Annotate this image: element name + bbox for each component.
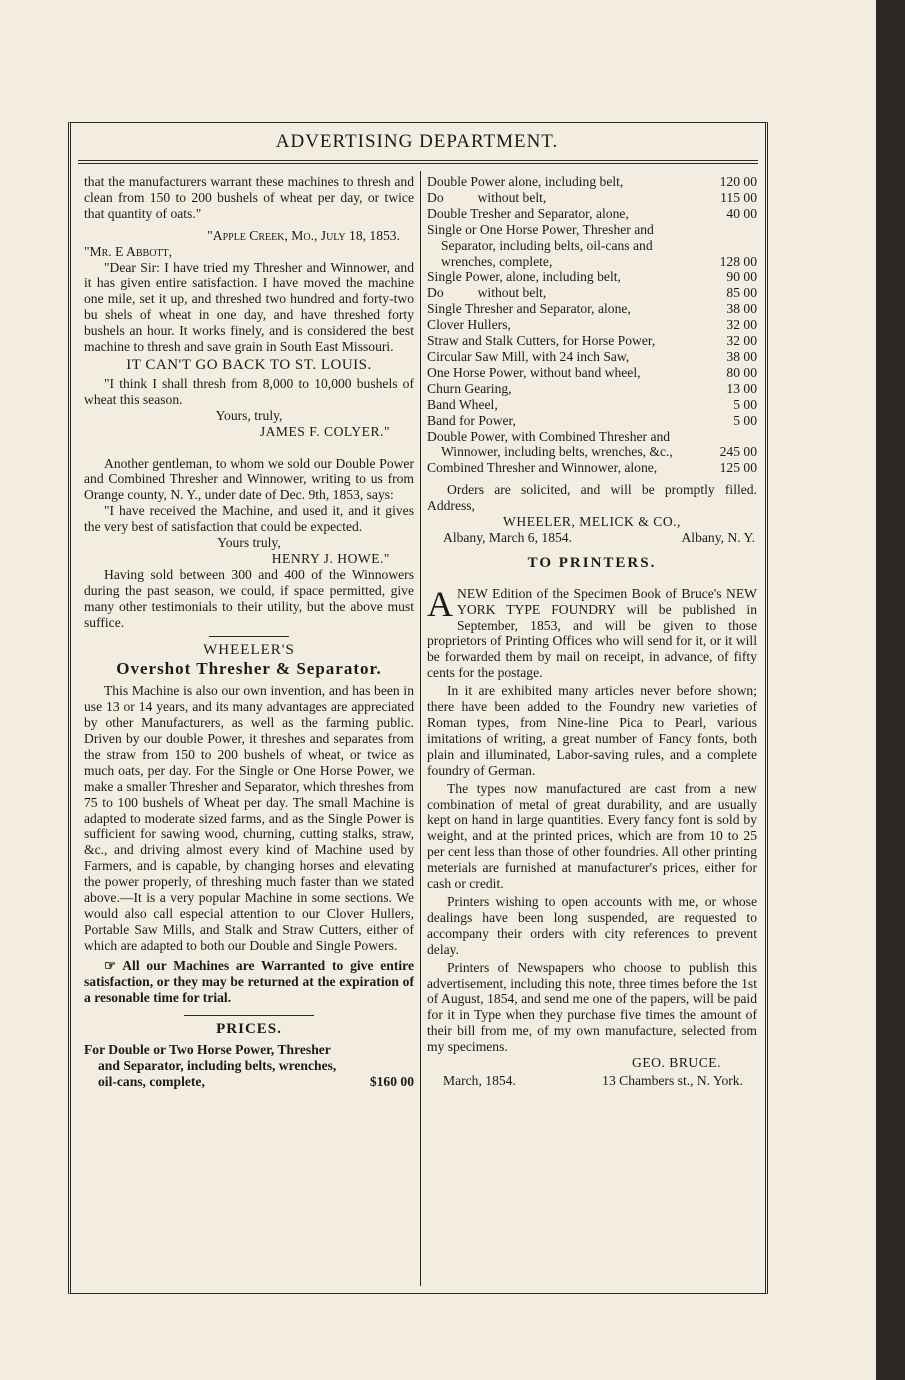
printers-p3: The types now manufactured are cast from a new combination of metal of great durability, and are usually kept on hand in large quantities. Every fancy font is sold by weight, and at the printed prices, which are from 10 to 25 per cent less than those of other foundries. All other printing meterials are furnished at manufacturer's prices, either for cash or credit. [427,780,757,892]
left-column [84,174,414,1090]
price-row [427,429,757,461]
price-label: Single Power, alone, including belt, [427,269,621,285]
price-label: One Horse Power, without band wheel, [427,364,641,380]
firm-name: WHEELER, MELICK & CO., [503,514,681,530]
price-amount: 120 00 [719,174,757,189]
section-title: WHEELER'S [203,642,295,659]
price-label: For Double or Two Horse Power, Thresher and Separator, including belts, wrenches, oil-cans, complete, [84,1042,337,1090]
letter1-signature: JAMES F. COLYER." [259,423,390,439]
price-label: Combined Thresher and Winnower, alone, [427,460,658,476]
printers-signature: GEO. BRUCE. [632,1055,721,1071]
price-row [427,381,757,397]
letter1-caps-line: IT CAN'T GO BACK TO ST. LOUIS. [126,356,372,373]
price-label: Do without belt, [427,189,547,205]
price-row [427,413,757,429]
price-amount: 13 00 [726,380,757,396]
price-amount: 5 00 [733,396,757,412]
price-label: Double Power, with Combined Thresher and Winnower, including belts, wrenches, &c., [427,428,674,460]
price-amount: 125 00 [719,460,757,476]
printers-address: 13 Chambers st., N. York. [602,1072,743,1088]
letter2-body: Another gentleman, to whom we sold our Double Power and Combined Thresher and Winnower, writing to us from Orange county, N. Y., under date of Dec. 9th, 1853, says: [84,455,414,503]
drop-cap: A [427,583,453,624]
price-amount: 245 00 [719,444,757,460]
page-header: ADVERTISING DEPARTMENT. [275,131,559,152]
section-body: This Machine is also our own invention, and has been in use 13 or 14 years, and its many advantages are appreciated by other Manufacturers, as well as the farming public. Driven by our double Power, it threshes and separates from the straw from 150 to 200 bushels of wheat, or twice as much oats, per day. For the Single or One Horse Power, we make a smaller Thresher and Separator, which threshes from 75 to 100 bushels of Wheat per day. The small Machine is adapted to moderate sized farms, and as the Single Power is sufficient for sawing wood, churning, cutting stalks, straw, &c., and driving almost every kind of Machine used by Farmers, and is capable, by changing horses and elevating the power properly, of threshing much faster than we stated above.—It is a very popular Machine in some sections. We would also call especial attention to our Clover Hullers, Portable Saw Mills, and Stalk and Straw Cutters, either of which are adapted to both our Double and Single Powers. [84,683,414,953]
header-rule-double [78,163,758,164]
price-label: Double Power alone, including belt, [427,174,624,189]
printers-p4: Printers wishing to open accounts with me, or whose dealings have been long suspended, are requested to accompany their orders with city references to prevent delay. [427,893,757,957]
printers-title: TO PRINTERS. [527,554,657,571]
letter1-closing: Yours, truly, [215,407,283,423]
intro-text: that the manufacturers warrant these machines to thresh and clean from 150 to 200 bushels of wheat per day, or twice that quantity of oats." [84,174,414,221]
section-divider [209,636,289,637]
letter2-closing: Yours truly, [217,535,281,551]
letter1-dateline: "Apple Creek, Mo., July 18, 1853. [207,227,400,243]
letter1-body2: "I think I shall thresh from 8,000 to 10,000 bushels of wheat this season. [84,375,414,407]
price-row [427,269,757,285]
price-amount: 85 00 [726,285,757,301]
price-amount: 5 00 [733,412,757,428]
letter2-signature: HENRY J. HOWE." [271,550,390,566]
price-row [427,190,757,206]
price-amount: 90 00 [726,269,757,285]
letter2-quote: "I have received the Machine, and used it, and it gives the very best of satisfaction that could be expected. [84,503,414,535]
price-amount: 32 00 [726,333,757,349]
header-rule [78,160,758,161]
price-row [427,301,757,317]
prices-divider [184,1015,314,1016]
price-amount: 40 00 [726,205,757,221]
price-row [427,333,757,349]
printers-p2: In it are exhibited many articles never before shown; there have been added to the Foundry new varieties of Roman types, from Nine-line Pica to Pearl, various imitations of writing, a great number of Fancy fonts, both plain and illuminated, Labor-saving rules, and a complete foundry of German. [427,683,757,778]
price-list [427,174,757,476]
printers-p1: NEW Edition of the Specimen Book of Bruce's NEW YORK TYPE FOUNDRY will be published in September, 1853, and will be given to those proprietors of Printing Offices who will send for it, or it will be forwarded them by mail on receipt, in advance, of fifty cents for the postage. [427,585,757,681]
price-row [427,206,757,222]
price-amount: 128 00 [719,253,757,269]
price-amount: 32 00 [726,317,757,333]
price-row [427,397,757,413]
section-subtitle: Overshot Thresher & Separator. [116,659,382,679]
letter1-body: "Dear Sir: I have tried my Thresher and Winnower, and it has given entire satisfaction. I have moved the machine one mile, set it up, and threshed two hundred and forty-two bu shels of wheat in one day, and have threshed forty bushels an hour. It works finely, and is considered the best machine to thresh and save grain in South East Missouri. [84,259,414,355]
price-row [427,460,757,476]
printers-p5: Printers of Newspapers who choose to publish this advertisement, including this note, three times before the 1st of August, 1854, and send me one of the papers, will be paid for it in Type when they purchase five times the amount of their bill from me, of my own manufacture, selected from my specimens. [427,959,757,1055]
price-row [427,285,757,301]
price-amount: 38 00 [726,301,757,317]
price-row [427,317,757,333]
prices-title: PRICES. [216,1021,282,1038]
price-amount: $160 00 [369,1074,414,1090]
price-amount: 80 00 [726,364,757,380]
price-label: Double Tresher and Separator, alone, [427,205,629,221]
price-label: Circular Saw Mill, with 24 inch Saw, [427,348,630,364]
testimonials-summary: Having sold between 300 and 400 of the Winnowers during the past season, we could, if space permitted, give many other testimonials to their utility, but the above must suffice. [84,566,414,630]
page-edge-shadow [876,0,905,1380]
firm-place: Albany, N. Y. [681,529,755,545]
price-row [427,365,757,381]
price-row [427,174,757,190]
price-label: Churn Gearing, [427,380,512,396]
price-amount: 115 00 [720,189,757,205]
price-amount: 38 00 [726,348,757,364]
letter1-salutation: "Mr. E Abbott, [84,243,173,259]
orders-text: Orders are solicited, and will be promptly filled. Address, [427,482,757,514]
warranty-text: All our Machines are Warranted to give entire satisfaction, or they may be returned at the expiration of a resonable time for trial. [84,957,414,1005]
price-label: Clover Hullers, [427,317,511,333]
column-divider [420,171,421,1286]
price-label: Single or One Horse Power, Thresher and Separator, including belts, oil-cans and wrenches, complete, [427,221,658,269]
price-row [427,349,757,365]
right-column [427,174,757,1089]
firm-date: Albany, March 6, 1854. [443,529,572,545]
price-label: Band for Power, [427,412,516,428]
price-row [427,222,757,270]
price-label: Single Thresher and Separator, alone, [427,301,631,317]
pointing-hand-icon: ☞ [104,957,117,973]
price-label: Band Wheel, [427,396,498,412]
price-row-first [84,1042,414,1090]
price-label: Straw and Stalk Cutters, for Horse Power, [427,333,656,349]
price-label: Do without belt, [427,285,547,301]
printers-date: March, 1854. [443,1072,516,1088]
